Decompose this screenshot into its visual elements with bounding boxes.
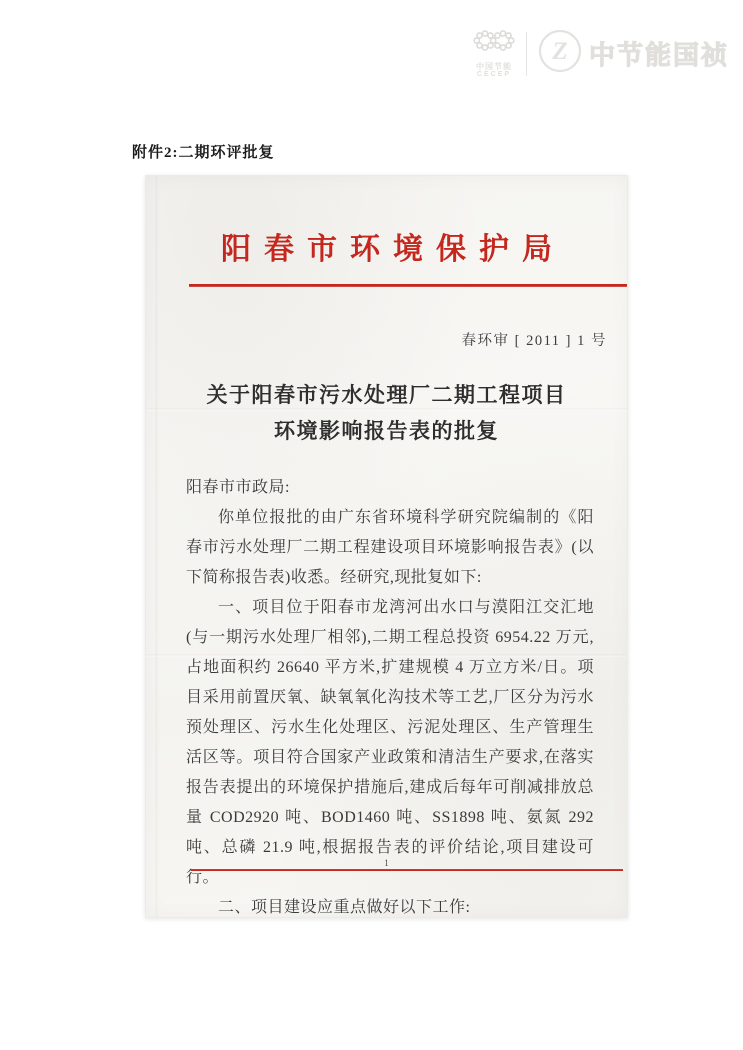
brand-divider bbox=[526, 32, 527, 76]
cecep-dots-icon bbox=[472, 28, 516, 61]
scanned-document bbox=[145, 175, 628, 918]
salutation: 阳春市市政局: bbox=[186, 479, 290, 496]
paper-crease-vertical bbox=[155, 176, 158, 917]
footer-red-rule bbox=[191, 869, 623, 871]
attachment-label: 附件2:二期环评批复 bbox=[132, 145, 275, 161]
cecep-en-label: CECEP bbox=[476, 71, 512, 78]
document-title-line2: 环境影响报告表的批复 bbox=[274, 419, 499, 443]
brand-header bbox=[472, 28, 729, 79]
paragraph-1: 你单位报批的由广东省环境科学研究院编制的《阳春市污水处理厂二期工程建设项目环境影响报告表》(以下简称报告表)收悉。经研究,现批复如下: bbox=[186, 509, 594, 586]
document-title-line1: 关于阳春市污水处理厂二期工程项目 bbox=[206, 383, 567, 407]
cecep-logo bbox=[472, 28, 516, 79]
paragraph-3: 二、项目建设应重点做好以下工作: bbox=[218, 899, 471, 916]
paragraph-2: 一、项目位于阳春市龙湾河出水口与漠阳江交汇地(与一期污水处理厂相邻),二期工程总投资 6954.22 万元,占地面积约 26640 平方米,扩建规模 4 万立方米/日。项目采用前置厌氧、缺氧氧化沟技术等工艺,厂区分为污水预处理区、污水生化处理区、污泥处理区、生产管理生活区等。项目符合国家产业政策和清洁生产要求,在落实报告表提出的环境保护措施后,建成后每年可削减排放总量 COD2920 吨、BOD1460 吨、SS1898 吨、氨氮 292 吨、总磷 21.9 吨,根据报告表的评价结论,项目建设可行。 bbox=[186, 599, 594, 886]
agency-title: 阳春市环境保护局 bbox=[221, 233, 565, 266]
guozhen-z-icon bbox=[537, 28, 583, 79]
header-red-rule bbox=[189, 284, 627, 287]
document-title bbox=[146, 377, 627, 449]
svg-text:Z: Z bbox=[552, 38, 568, 65]
document-number: 春环审 [ 2011 ] 1 号 bbox=[461, 333, 607, 349]
page-number: 1 bbox=[384, 858, 389, 868]
cecep-cn-label: 中国节能 bbox=[475, 62, 512, 71]
document-body bbox=[186, 473, 594, 923]
guozhen-wordmark: 中节能国祯 bbox=[588, 40, 729, 70]
